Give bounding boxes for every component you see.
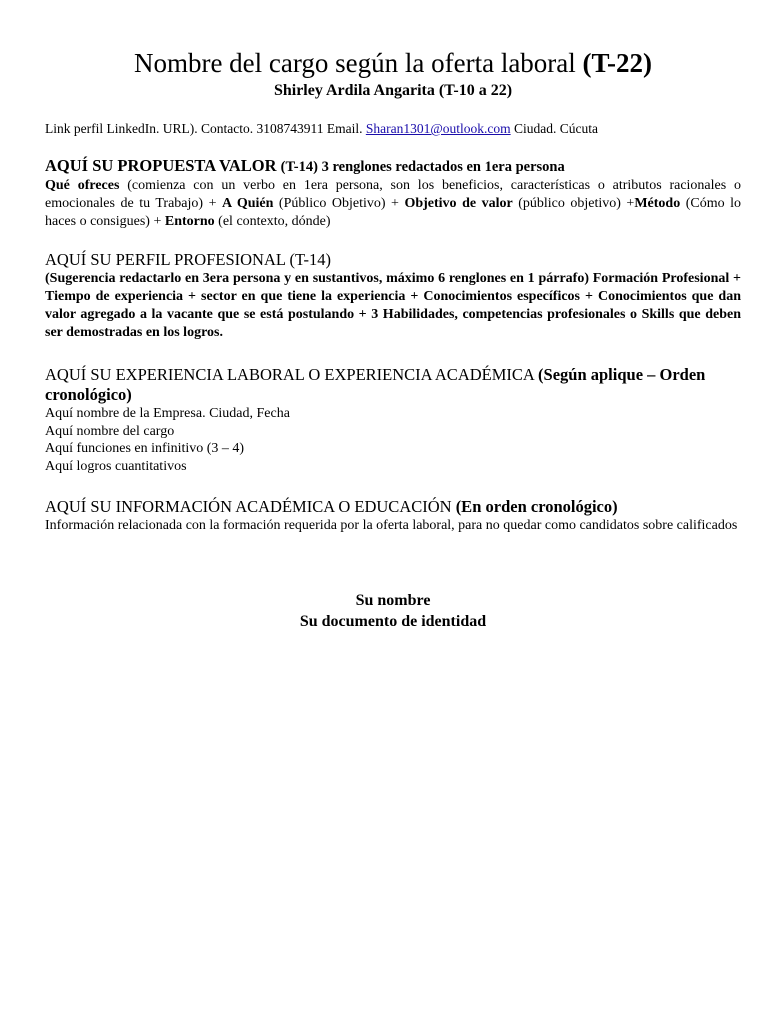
- experience-line: Aquí funciones en infinitivo (3 – 4): [45, 441, 245, 456]
- value-proposition-section: [45, 156, 741, 231]
- profile-section: [45, 250, 741, 342]
- profile-text: (Sugerencia redactarlo en 3era persona y en sustantivos, máximo 6 renglones en 1 párrafo) Formación Profesional + Tiempo de experiencia + sector en que tiene la experiencia + Conocimientos específicos + Conocimientos que dan valor agregado a la vacante que se está postulando + 3 Habilidades, competencias profesionales o Skills que deben ser demostradas en los logros.: [45, 271, 741, 340]
- profile-heading: AQUÍ SU PERFIL PROFESIONAL (T-14): [45, 250, 332, 269]
- experience-section: [45, 365, 741, 475]
- signature-block: [45, 590, 741, 632]
- experience-heading: AQUÍ SU EXPERIENCIA LABORAL O EXPERIENCIA ACADÉMICA (Según aplique – Orden cronológico): [45, 365, 706, 404]
- page-title: Nombre del cargo según la oferta laboral (T-22): [133, 48, 653, 78]
- title-code: (T-22): [582, 48, 653, 78]
- education-text: Información relacionada con la formación requerida por la oferta laboral, para no quedar como candidatos sobre calificados: [45, 518, 738, 533]
- signature-name: Su nombre: [355, 592, 431, 609]
- experience-line: Aquí nombre del cargo: [45, 423, 175, 439]
- education-section: [45, 497, 741, 535]
- value-proposition-text: Qué ofreces (comienza con un verbo en 1era persona, son los beneficios, características o atributos racionales o emocionales de tu Trabajo) + A Quién (Público Objetivo) + Objetivo de valor (público objetivo) +Método (Cómo lo haces o consigues) + Entorno (el contexto, dónde): [45, 178, 742, 229]
- value-proposition-heading: AQUÍ SU PROPUESTA VALOR (T-14) 3 renglones redactados en 1era persona: [45, 156, 565, 175]
- experience-line: Aquí nombre de la Empresa. Ciudad, Fecha: [45, 406, 290, 421]
- education-heading: AQUÍ SU INFORMACIÓN ACADÉMICA O EDUCACIÓN (En orden cronológico): [45, 497, 618, 516]
- contact-line: Link perfil LinkedIn. URL). Contacto. 3108743911 Email. Sharan1301@outlook.com Ciudad. Cúcuta: [45, 121, 598, 136]
- email-link[interactable]: Sharan1301@outlook.com: [365, 121, 511, 136]
- candidate-name: Shirley Ardila Angarita (T-10 a 22): [273, 82, 513, 99]
- signature-id: Su documento de identidad: [299, 613, 487, 630]
- experience-line: Aquí logros cuantitativos: [45, 458, 187, 474]
